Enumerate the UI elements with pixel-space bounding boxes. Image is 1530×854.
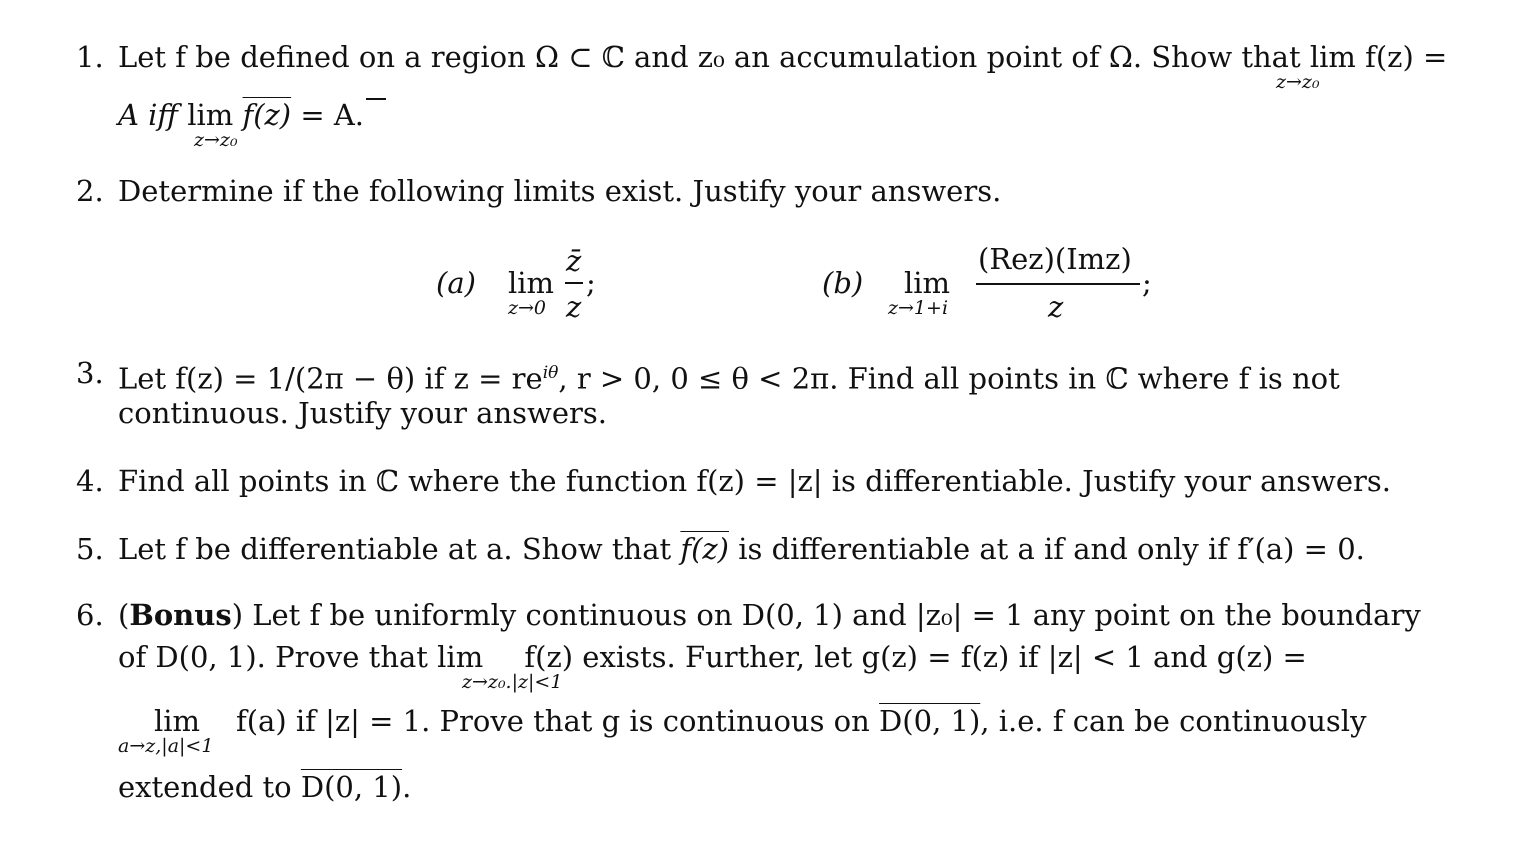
- problem-2a-fraction-bar: [565, 282, 583, 284]
- problem-6-line-3: [236, 704, 1366, 738]
- problem-6-text-4a: extended to: [118, 770, 301, 804]
- problem-2a-lim-subscript: z→0: [508, 297, 547, 319]
- problem-5-text-a: Let f be differentiable at a. Show that: [118, 532, 681, 566]
- problem-1-text: Let f be defined on a region Ω ⊂ ℂ and z₀ an accumulation point of Ω. Show that lim f(z) =: [118, 40, 1448, 74]
- problem-6-text-4b: .: [402, 770, 412, 804]
- problem-6-lim-1-subscript: z→z₀.|z|<1: [462, 671, 563, 693]
- problem-1-line-2-limit-subscript: z→z₀: [194, 129, 238, 151]
- problem-6-closed-disk-2: D(0, 1): [300, 770, 403, 804]
- problem-6-closed-disk-1: D(0, 1): [879, 704, 981, 738]
- problem-2b-numerator: (Rez)(Imz): [978, 242, 1132, 276]
- problem-5-text-b: is differentiable at a if and only if f′(a) = 0.: [729, 532, 1365, 566]
- problem-1-lim-label: lim: [187, 98, 234, 132]
- problem-6-bonus-label: Bonus: [129, 598, 232, 632]
- problem-1-A-bar: [366, 98, 386, 100]
- problem-3-exponent: iθ: [542, 363, 559, 383]
- problem-2-text: Determine if the following limits exist. Justify your answers.: [118, 174, 1002, 208]
- problem-2a-lim: lim: [508, 266, 555, 300]
- problem-6-lim-1: lim: [437, 640, 484, 674]
- problem-6-line-2: [118, 640, 1438, 674]
- problem-2a-numerator: z̄: [566, 244, 582, 278]
- problem-3-text-a: Let f(z) = 1/(2π − θ) if z = re: [118, 361, 543, 396]
- problem-3-line-1: [118, 356, 1438, 396]
- problem-6-text-1: ) Let f be uniformly continuous on D(0, 1) and |z₀| = 1 any point on the boundary: [231, 598, 1421, 632]
- problem-2a-label: (a): [436, 266, 476, 300]
- problem-2-number: 2.: [76, 174, 104, 208]
- problem-6-text-2b: f(z) exists. Further, let g(z) = f(z) if |z| < 1 and g(z) =: [515, 640, 1307, 674]
- problem-1-number: 1.: [76, 40, 104, 74]
- problem-2b-fraction-bar: [976, 283, 1140, 285]
- problem-1-iff-text: A iff: [118, 98, 188, 132]
- problem-6-text-3a: f(a) if |z| = 1. Prove that g is continuous on: [236, 704, 880, 738]
- problem-1-line-2: [118, 98, 364, 132]
- problem-2a-denominator: z: [566, 290, 582, 324]
- problem-1-conjugate-f: f(z): [242, 98, 292, 132]
- problem-1-equals-conjugate-A: = A.: [291, 98, 365, 132]
- problem-5-line-1: [118, 532, 1365, 566]
- problem-4-number: 4.: [76, 464, 104, 498]
- problem-6-line-4: [118, 770, 411, 804]
- problem-1-limit-subscript: z→z₀: [1276, 71, 1320, 93]
- problem-4-text: Find all points in ℂ where the function f(z) = |z| is differentiable. Justify your answers.: [118, 464, 1391, 498]
- problem-6-number: 6.: [76, 598, 104, 632]
- problem-2b-lim: lim: [904, 266, 951, 300]
- problem-3-line-2: continuous. Justify your answers.: [118, 396, 607, 430]
- problem-3-number: 3.: [76, 356, 104, 390]
- problem-6-lim-2: lim: [154, 704, 201, 738]
- problem-6-line-1: (Bonus) Let f be uniformly continuous on D(0, 1) and |z₀| = 1 any point on the boundary: [118, 598, 1421, 632]
- problem-1-line-1: [118, 40, 1448, 74]
- problem-2b-lim-subscript: z→1+i: [888, 297, 949, 319]
- problem-3-text-b: , r > 0, 0 ≤ θ < 2π. Find all points in ℂ where f is not: [558, 361, 1340, 396]
- problem-6-text-2a: of D(0, 1). Prove that: [118, 640, 438, 674]
- problem-2a-semicolon: ;: [586, 266, 596, 300]
- problem-2b-denominator: z: [1048, 290, 1064, 324]
- problem-6-lim-2-subscript: a→z,|a|<1: [118, 735, 214, 757]
- problem-5-conjugate-f: f(z): [680, 532, 729, 566]
- problem-2b-semicolon: ;: [1142, 266, 1152, 300]
- problem-2b-label: (b): [822, 266, 864, 300]
- problem-6-text-3b: , i.e. f can be continuously: [980, 704, 1367, 738]
- problem-5-number: 5.: [76, 532, 104, 566]
